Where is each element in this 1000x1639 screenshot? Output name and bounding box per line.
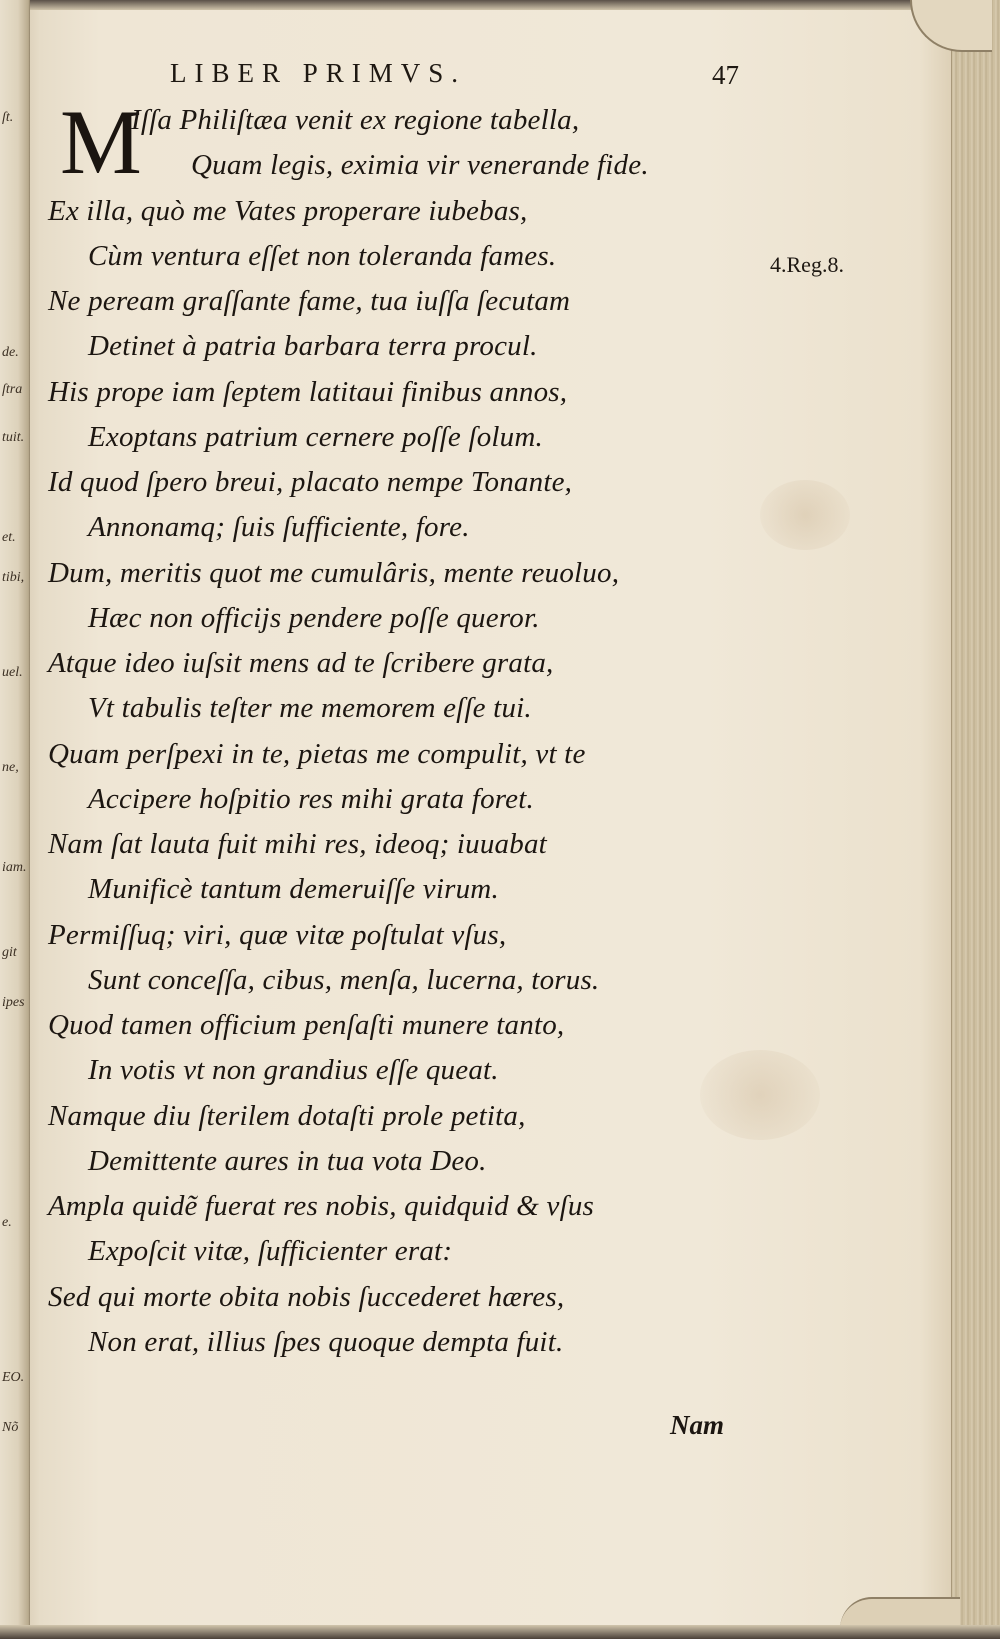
drop-initial: M — [60, 91, 142, 193]
verse-line: Quod tamen officium penſaſti munere tanto, — [48, 1009, 565, 1041]
previous-page-fragment: uel. — [2, 665, 23, 680]
previous-page-margin — [0, 0, 28, 1639]
verse-line: Demittente aures in tua vota Deo. — [88, 1144, 487, 1177]
previous-page-fragment: ipes — [2, 995, 25, 1010]
page-top-edge — [0, 0, 1000, 10]
paper-stain — [760, 480, 850, 550]
verse-line: Cùm ventura eſſet non toleranda fames. — [88, 239, 557, 272]
previous-page-fragment: et. — [2, 530, 16, 545]
verse-line: Vt tabulis teſter me memorem eſſe tui. — [88, 692, 532, 725]
verse-line: Exoptans patrium cernere poſſe ſolum. — [88, 420, 543, 453]
previous-page-fragment: de. — [2, 345, 19, 360]
previous-page-fragment: Nõ — [2, 1420, 19, 1435]
verse-line: Id quod ſpero breui, placato nempe Tonante, — [48, 466, 573, 498]
verse-line: Hæc non officijs pendere poſſe queror. — [88, 601, 540, 634]
previous-page-fragment: ſtra — [2, 382, 23, 397]
verse-line: Atque ideo iuſsit mens ad te ſcribere grata, — [48, 647, 554, 679]
verse-line: Namque diu ſterilem dotaſti prole petita, — [48, 1099, 526, 1132]
page-bottom-edge — [0, 1625, 1000, 1639]
verse-line: Annonamq; ſuis ſufficiente, fore. — [88, 511, 470, 544]
verse-line: Iſſa Philiſtæa venit ex regione tabella, — [131, 104, 580, 136]
verse-line: Accipere hoſpitio res mihi grata foret. — [88, 782, 534, 815]
previous-page-fragment: ſt. — [2, 110, 14, 125]
page-header — [170, 58, 750, 94]
previous-page-fragment: e. — [2, 1215, 12, 1230]
marginal-note: 4.Reg.8. — [770, 252, 844, 277]
previous-page-fragment: tuit. — [2, 430, 25, 445]
verse-text — [48, 91, 768, 1365]
previous-page-fragment: git — [2, 945, 17, 960]
previous-page-fragment: iam. — [2, 860, 27, 875]
verse-line: Detinet à patria barbara terra procul. — [88, 330, 538, 363]
catchword: Nam — [670, 1410, 724, 1440]
verse-line: Munificè tantum demeruiſſe virum. — [88, 873, 499, 906]
verse-line: Expoſcit vitæ, ſufficienter erat: — [88, 1235, 453, 1268]
page-fore-edge — [951, 0, 1000, 1639]
verse-line: Sed qui morte obita nobis ſuccederet hæres, — [48, 1280, 565, 1313]
page-corner-tear — [910, 0, 992, 52]
verse-line: Ex illa, quò me Vates properare iubebas, — [48, 194, 528, 227]
previous-page-fragment: tibi, — [2, 570, 25, 585]
verse-line: Non erat, illius ſpes quoque dempta fuit. — [88, 1325, 564, 1358]
previous-page-fragment: EO. — [2, 1370, 25, 1385]
running-head: LIBER PRIMVS. — [170, 58, 467, 88]
previous-page-fragment: ne, — [2, 760, 19, 775]
verse-line: Sunt conceſſa, cibus, menſa, lucerna, torus. — [88, 963, 600, 996]
verse-line: Permiſſuq; viri, quæ vitæ poſtulat vſus, — [48, 918, 507, 951]
page-number: 47 — [712, 60, 739, 90]
verse-line: Quam legis, eximia vir venerande fide. — [191, 149, 649, 182]
verse-line: Ne peream graſſante fame, tua iuſſa ſecutam — [48, 285, 571, 317]
verse-line: Nam ſat lauta fuit mihi res, ideoq; iuuabat — [48, 828, 547, 860]
verse-line: Quam perſpexi in te, pietas me compulit, vt te — [48, 737, 586, 770]
verse-line: Dum, meritis quot me cumulâris, mente reuoluo, — [48, 556, 620, 589]
verse-line: In votis vt non grandius eſſe queat. — [88, 1054, 499, 1087]
verse-line: His prope iam ſeptem latitaui finibus annos, — [48, 375, 568, 408]
verse-line: Ampla quidẽ fuerat res nobis, quidquid & vſus — [48, 1190, 595, 1222]
